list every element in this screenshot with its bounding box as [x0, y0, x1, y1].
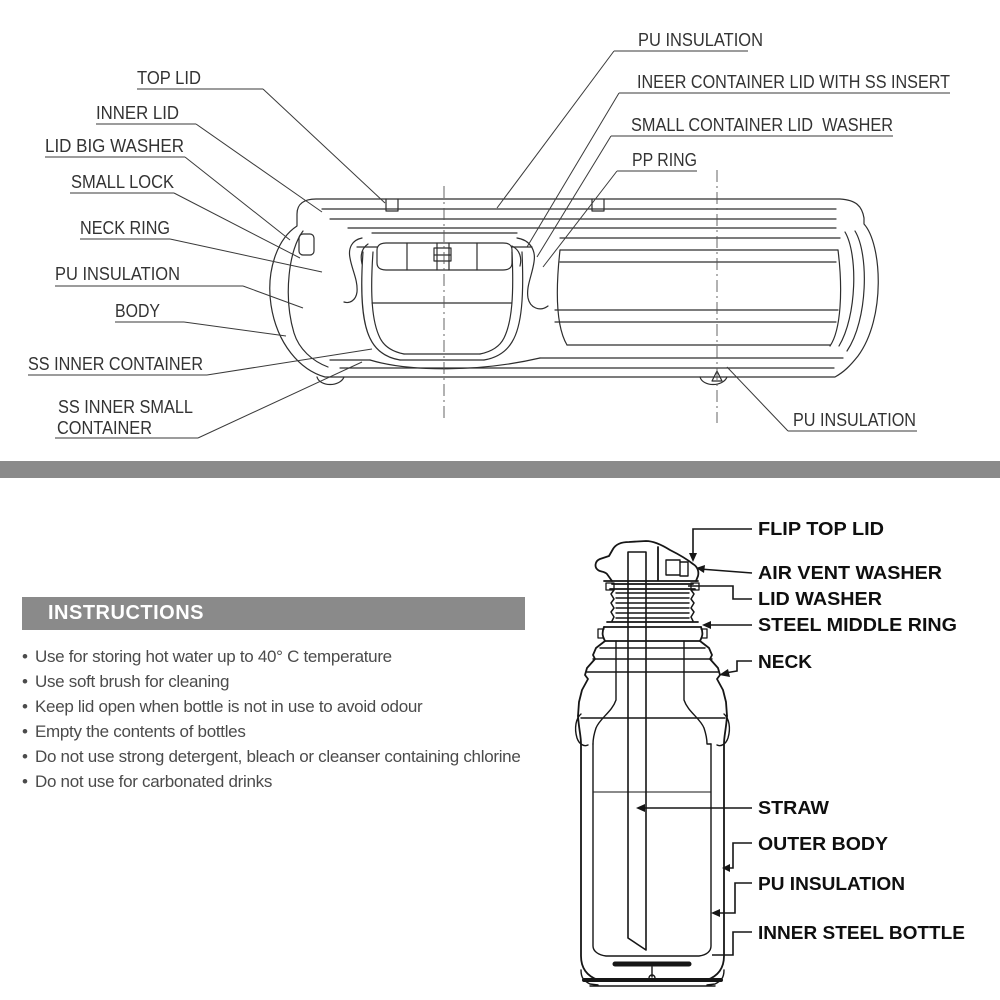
section-divider [0, 461, 1000, 478]
thread-right-edge [691, 590, 694, 621]
instructions-header [22, 597, 525, 630]
callout-neck [719, 652, 812, 677]
straw [628, 552, 646, 950]
label-neck-ring: NECK RING [80, 218, 170, 238]
steel-middle-ring [604, 622, 701, 641]
instruction-item: • Keep lid open when bottle is not in use to avoid odour [22, 694, 582, 719]
label-steel-middle-ring: STEEL MIDDLE RING [758, 615, 957, 635]
label-air-vent-washer: AIR VENT WASHER [758, 563, 942, 583]
instructions-title: INSTRUCTIONS [48, 602, 204, 624]
label-ss-inner-small-line2: CONTAINER [57, 418, 152, 438]
label-inner-lid: INNER LID [96, 103, 180, 123]
instruction-item: • Use for storing hot water up to 40° C temperature [22, 644, 582, 669]
callout-flip-top-lid [689, 519, 884, 562]
label-straw: STRAW [758, 798, 830, 818]
label-inner-steel-bottle: INNER STEEL BOTTLE [758, 923, 965, 943]
callout-inner-container-lid [527, 72, 950, 247]
center-lines [444, 170, 717, 423]
callout-steel-middle-ring [702, 615, 957, 635]
label-lid-washer: LID WASHER [758, 589, 882, 609]
instruction-item: • Do not use for carbonated drinks [22, 769, 582, 794]
callout-pu-insulation-left [55, 264, 303, 308]
callout-outer-body [722, 834, 888, 872]
callout-small-lock [70, 172, 300, 258]
box-inner-wall-left [288, 231, 328, 367]
cup-left-wall [362, 252, 400, 360]
big-container-rim [560, 238, 840, 262]
callout-pu-insulation-bottle [711, 874, 905, 917]
top-diagram-callouts-left [28, 68, 385, 438]
big-container-right-wall [830, 250, 841, 346]
label-pu-insulation-bottle: PU INSULATION [758, 874, 905, 894]
cup-bottom [400, 354, 484, 360]
instructions-panel [22, 597, 582, 794]
left-latch [299, 234, 314, 255]
top-diagram-callouts-right [497, 30, 950, 431]
label-flip-top-lid: FLIP TOP LID [758, 519, 884, 539]
label-ss-inner-small-line1: SS INNER SMALL [58, 397, 193, 417]
label-top-lid: TOP LID [137, 68, 201, 88]
cup-left-clip [344, 238, 362, 303]
small-container-lid [377, 243, 512, 270]
callout-lid-washer [688, 586, 882, 609]
flip-top-lid-outline [596, 541, 699, 581]
label-pp-ring: PP RING [632, 150, 697, 170]
label-outer-body: OUTER BODY [758, 834, 888, 854]
big-container-left-wall [557, 250, 567, 345]
label-body: BODY [115, 301, 160, 321]
inner-bottle-wall [593, 744, 711, 956]
callout-body [115, 301, 286, 336]
label-pu-insulation-left: PU INSULATION [55, 264, 180, 284]
callout-inner-steel-bottle [712, 923, 965, 955]
neck-right-profile [700, 641, 727, 716]
callout-ss-inner-container [28, 349, 372, 375]
callout-straw [636, 798, 829, 818]
lid-insert-dividers [407, 243, 477, 270]
bottle-cross-section-drawing [576, 541, 730, 986]
label-inner-container-lid: INEER CONTAINER LID WITH SS INSERT [637, 72, 951, 92]
neck-left-profile [578, 641, 605, 716]
instruction-item: • Do not use strong detergent, bleach or cleanser containing chlorine [22, 744, 582, 769]
label-ss-inner-container: SS INNER CONTAINER [28, 354, 203, 374]
label-neck: NECK [758, 652, 812, 672]
box-inner-wall-right2 [839, 232, 854, 346]
label-lid-big-washer: LID BIG WASHER [45, 136, 184, 156]
thread-left-edge [611, 590, 614, 621]
outer-body-wall [578, 716, 727, 980]
callout-air-vent-washer [696, 563, 942, 583]
cup-right-wall [484, 252, 523, 360]
label-pu-insulation-top: PU INSULATION [638, 30, 763, 50]
instruction-item: • Use soft brush for cleaning [22, 669, 582, 694]
label-small-lock: SMALL LOCK [71, 172, 174, 192]
label-pu-insulation-bottom: PU INSULATION [793, 410, 916, 430]
callout-small-container-lid-washer [537, 115, 893, 257]
instruction-item: • Empty the contents of bottles [22, 719, 582, 744]
label-small-container-lid-washer: SMALL CONTAINER LID WASHER [631, 115, 893, 135]
box-inner-wall-right [847, 231, 864, 351]
instructions-list [22, 644, 582, 794]
